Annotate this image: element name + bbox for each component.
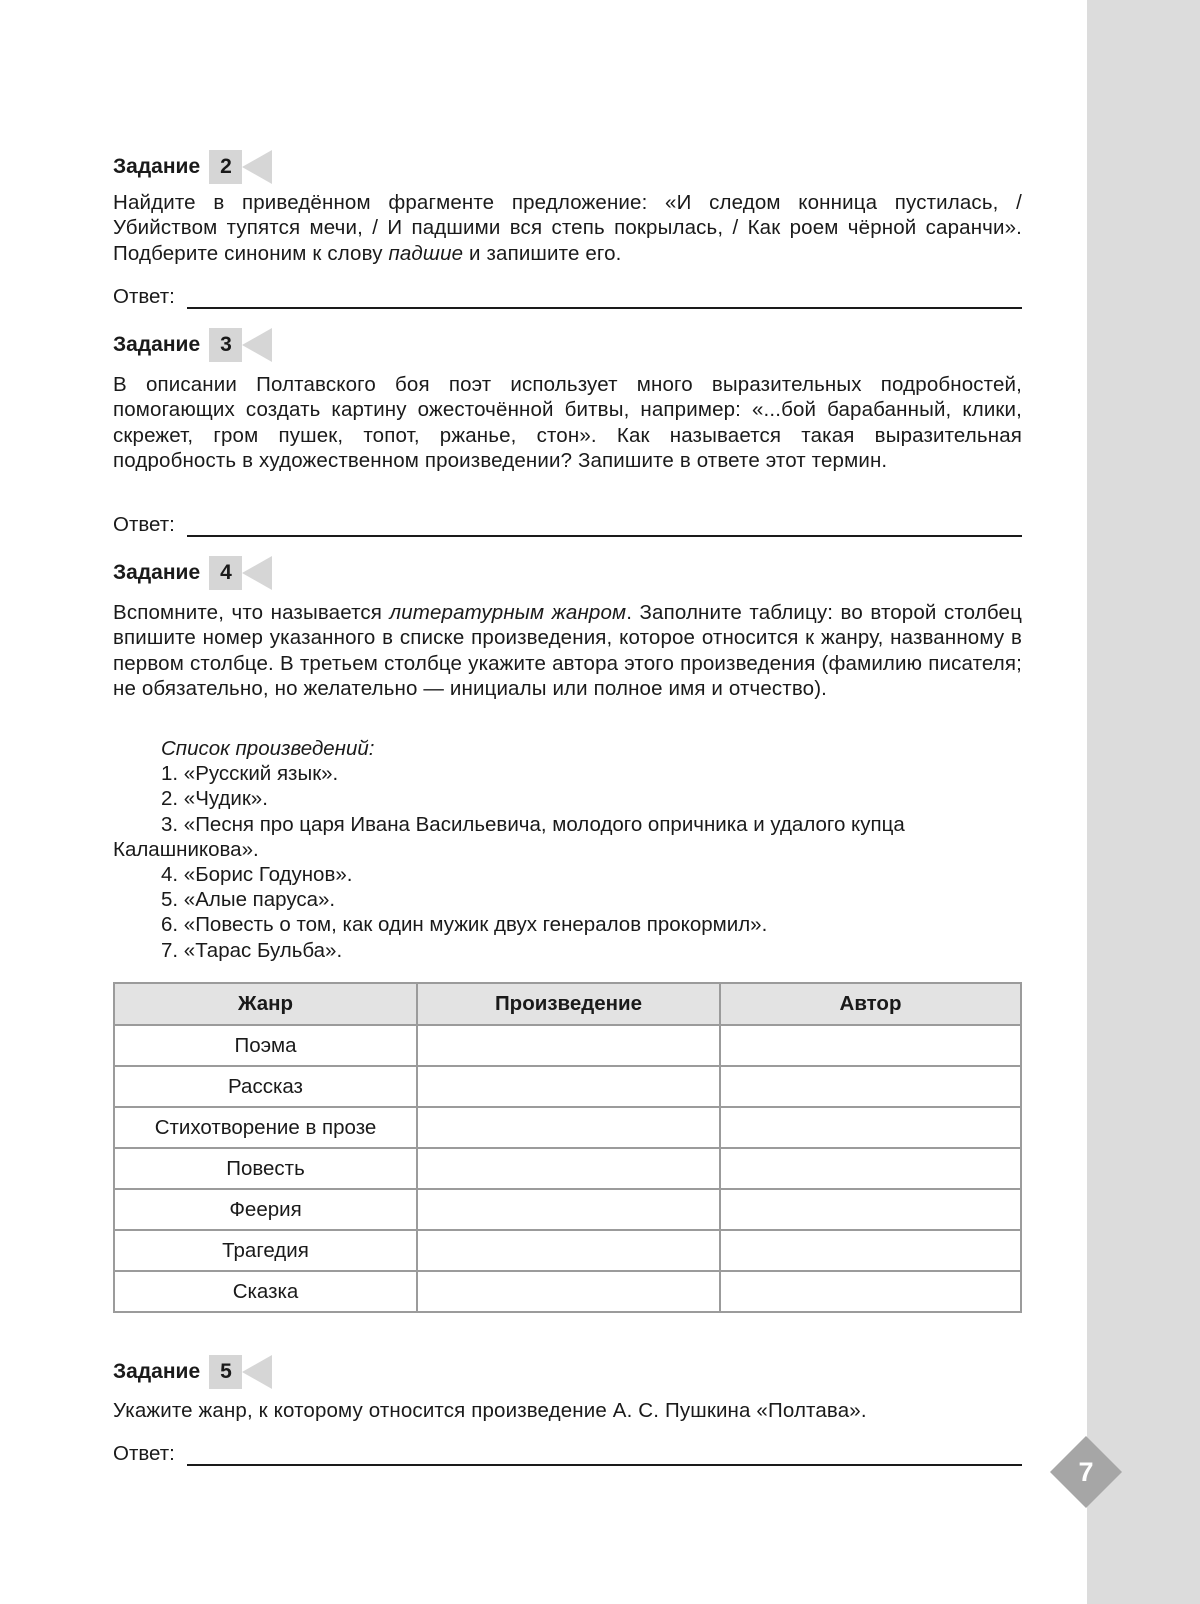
author-cell[interactable] — [720, 1271, 1021, 1312]
list-item: 2. «Чудик». — [161, 787, 268, 811]
work-cell[interactable] — [417, 1148, 720, 1189]
author-cell[interactable] — [720, 1230, 1021, 1271]
genre-cell: Феерия — [114, 1189, 417, 1230]
list-item: 1. «Русский язык». — [161, 762, 339, 786]
table-row — [114, 1107, 1021, 1148]
task-label: Задание — [113, 333, 201, 356]
task-label: Задание — [113, 155, 201, 178]
task-number: 4 — [209, 556, 242, 590]
work-cell[interactable] — [417, 1107, 720, 1148]
list-item: 7. «Тарас Бульба». — [161, 938, 343, 962]
table-row — [114, 1189, 1021, 1230]
author-cell[interactable] — [720, 1025, 1021, 1066]
genre-cell: Поэма — [114, 1025, 417, 1066]
genre-cell: Повесть — [114, 1148, 417, 1189]
work-cell[interactable] — [417, 1189, 720, 1230]
page-number-badge — [1050, 1436, 1122, 1508]
author-cell[interactable] — [720, 1107, 1021, 1148]
work-cell[interactable] — [417, 1066, 720, 1107]
emphasized-word: падшие — [388, 241, 464, 265]
task-2-answer[interactable] — [113, 283, 1022, 309]
work-cell[interactable] — [417, 1230, 720, 1271]
column-header: Жанр — [114, 983, 417, 1025]
works-list-title: Список произведений: — [161, 737, 375, 760]
task-number: 5 — [209, 1355, 242, 1389]
task-2-text: Найдите в приведённом фрагменте предложение: «И следом конница пустилась, / Убийством тупятся мечи, / И падшими вся степь покрылась, / Как роем чёрной саранчи». Подберите синоним к слову падшие и запишите его. — [113, 191, 1022, 265]
list-item: 3. «Песня про царя Ивана Васильевича, молодого опричника и удалого купца — [161, 812, 905, 836]
page-margin-strip — [1087, 0, 1200, 1604]
genre-cell: Стихотворение в прозе — [114, 1107, 417, 1148]
task-3-text: В описании Полтавского боя поэт использует много выразительных подробностей, помогающих создать картину ожесточённой битвы, например: «...бой барабанный, клики, скрежет, гром пушек, топот, ржанье, стон». Как называется такая выразительная подробность в художественном произведении? Запишите в ответе этот термин. — [113, 373, 1022, 473]
list-item: 6. «Повесть о том, как один мужик двух генералов прокормил». — [161, 913, 768, 937]
task-4-text: Вспомните, что называется литературным жанром. Заполните таблицу: во второй столбец впишите номер указанного в списке произведения, которое относится к жанру, названному в первом столбце. В третьем столбце укажите автора этого произведения (фамилию писателя; не обязательно, но желательно — инициалы или полное имя и отчество). — [113, 601, 1022, 701]
table-row — [114, 1230, 1021, 1271]
table-row — [114, 1066, 1021, 1107]
task-3-answer[interactable] — [113, 511, 1022, 537]
emphasized-term: литературным жанром — [389, 601, 627, 624]
task-number: 3 — [209, 328, 242, 362]
table-row — [114, 1271, 1021, 1312]
task-3-heading — [113, 328, 242, 362]
works-list — [113, 736, 1022, 963]
answer-line[interactable] — [187, 289, 1022, 309]
author-cell[interactable] — [720, 1148, 1021, 1189]
task-label: Задание — [113, 561, 201, 584]
task-2-heading — [113, 150, 242, 184]
genre-cell: Трагедия — [114, 1230, 417, 1271]
table-row — [114, 1148, 1021, 1189]
column-header: Автор — [720, 983, 1021, 1025]
task-4-heading — [113, 556, 242, 590]
list-item-continuation: Калашникова». — [113, 837, 259, 861]
answer-label: Ответ: — [113, 1442, 175, 1465]
answer-line[interactable] — [187, 517, 1022, 537]
author-cell[interactable] — [720, 1066, 1021, 1107]
answer-label: Ответ: — [113, 285, 175, 308]
column-header: Произведение — [417, 983, 720, 1025]
answer-line[interactable] — [187, 1446, 1022, 1466]
genre-cell: Сказка — [114, 1271, 417, 1312]
list-item: 5. «Алые паруса». — [161, 888, 336, 912]
page-number: 7 — [1078, 1457, 1094, 1487]
work-cell[interactable] — [417, 1271, 720, 1312]
work-cell[interactable] — [417, 1025, 720, 1066]
table-header-row — [114, 983, 1021, 1025]
task-5-answer[interactable] — [113, 1440, 1022, 1466]
task-5-heading — [113, 1355, 242, 1389]
task-5-text: Укажите жанр, к которому относится произведение А. С. Пушкина «Полтава». — [113, 1399, 867, 1422]
genre-cell: Рассказ — [114, 1066, 417, 1107]
list-item: 4. «Борис Годунов». — [161, 863, 353, 887]
table-row — [114, 1025, 1021, 1066]
author-cell[interactable] — [720, 1189, 1021, 1230]
task-number: 2 — [209, 150, 242, 184]
answer-label: Ответ: — [113, 513, 175, 536]
task-label: Задание — [113, 1360, 201, 1383]
genre-table — [113, 982, 1022, 1313]
